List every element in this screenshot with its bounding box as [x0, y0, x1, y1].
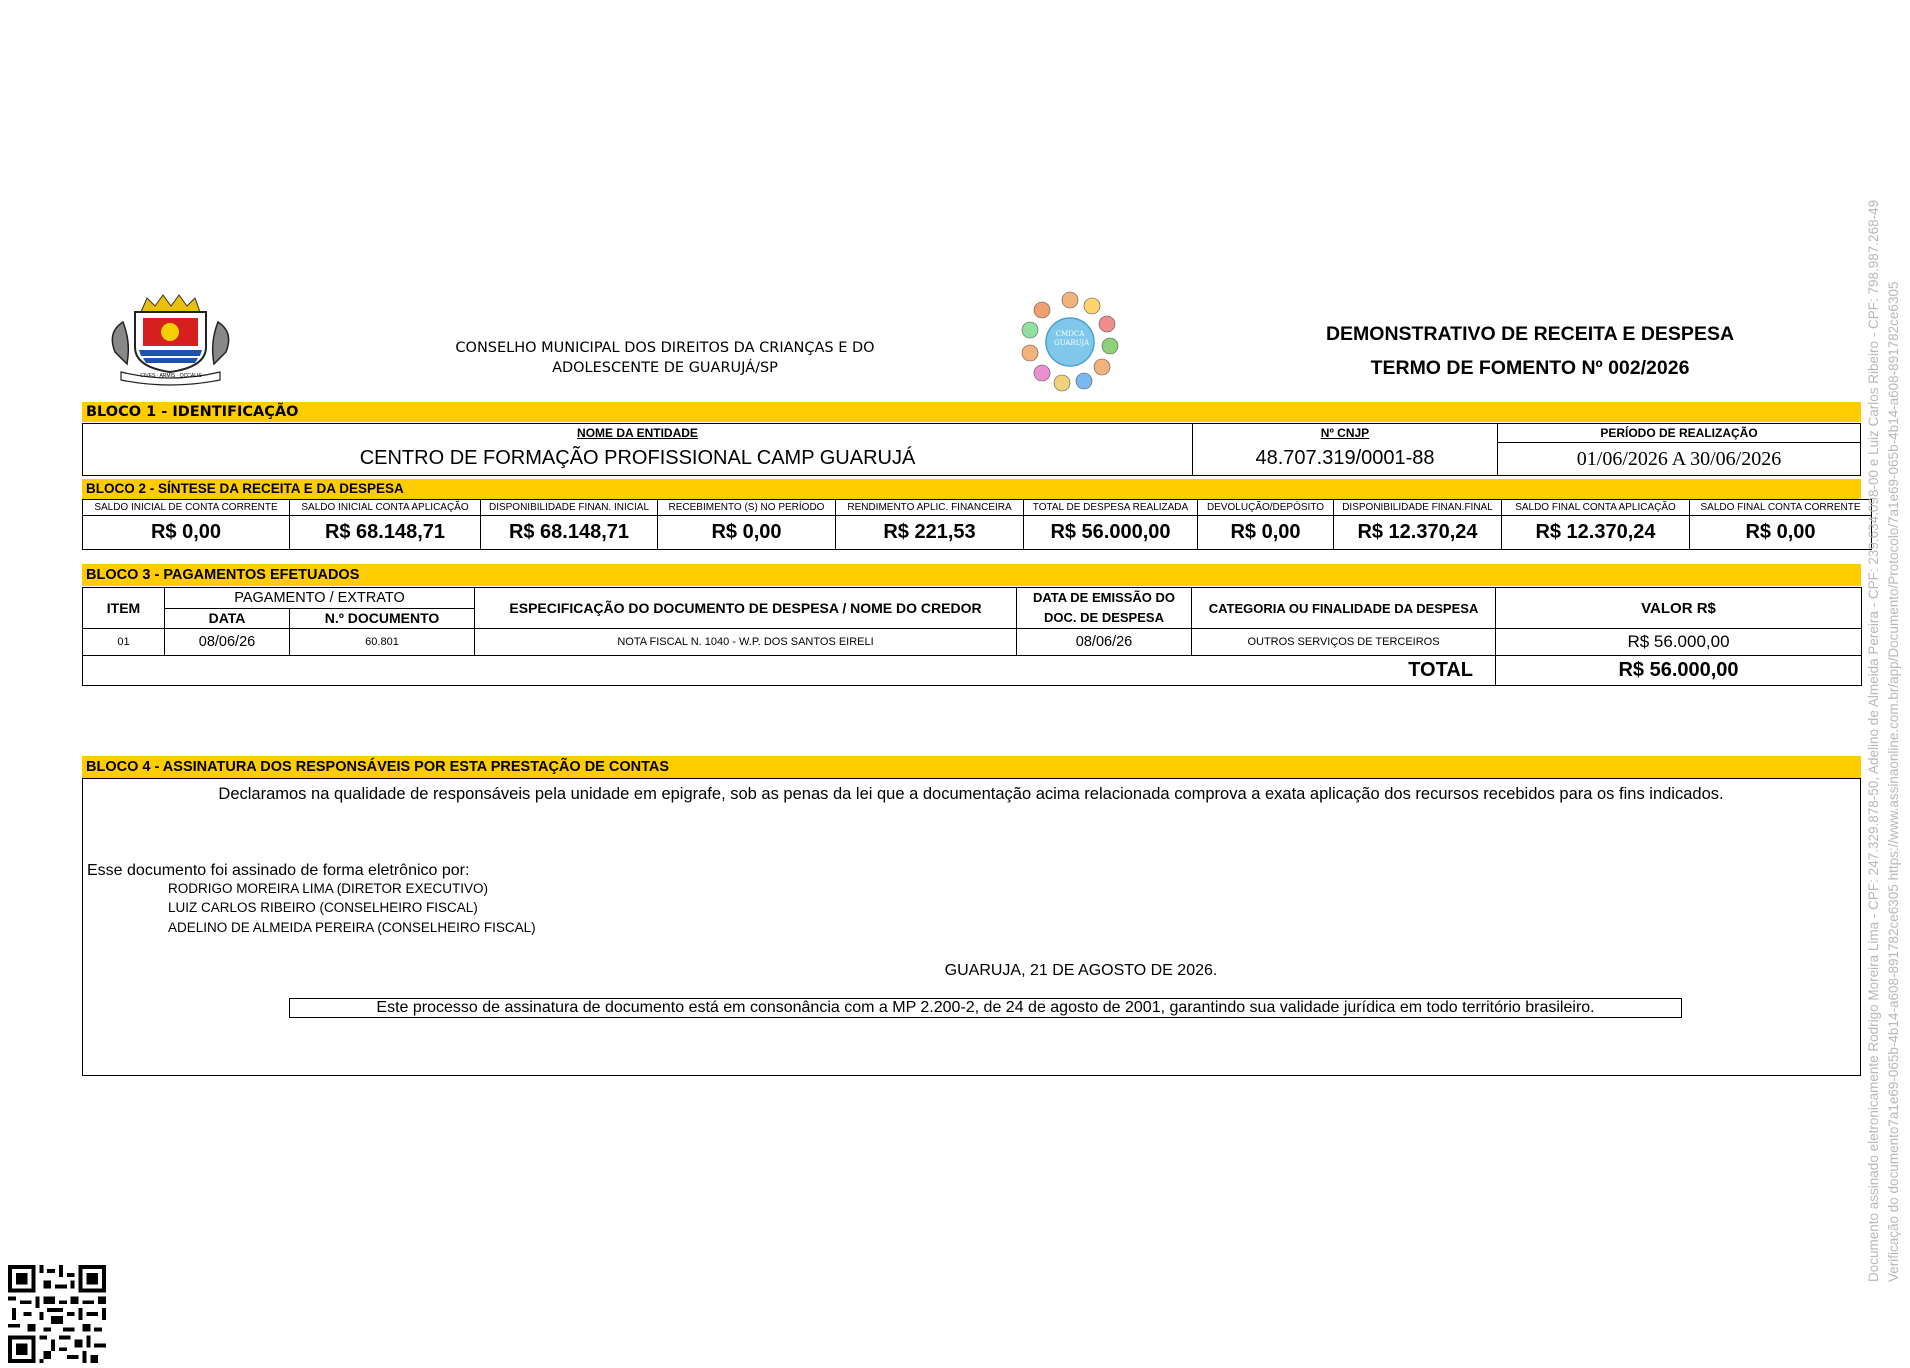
cnpj-value: 48.707.319/0001-88: [1255, 447, 1435, 470]
b3-col-emission-line2: DOC. DE DESPESA: [1044, 610, 1164, 625]
cnpj-label: Nº CNJP: [1320, 426, 1370, 441]
cmdca-logo-text: CMDCA GUARUJÁ: [1054, 330, 1090, 347]
b3-col-item: ITEM: [83, 588, 165, 629]
entity-label: NOME DA ENTIDADE: [577, 426, 698, 441]
cnpj-value-cell: [1193, 443, 1498, 476]
b3-row-emission: 08/06/26: [1017, 629, 1192, 656]
period-value-cell: [1498, 443, 1861, 476]
b3-row-spec: NOTA FISCAL N. 1040 - W.P. DOS SANTOS EIRELI: [475, 629, 1017, 656]
b2-value-4: R$ 221,53: [836, 516, 1024, 550]
b2-value-3: R$ 0,00: [658, 516, 836, 550]
period-value: 01/06/2026 A 30/06/2026: [1576, 447, 1782, 470]
b2-value-1: R$ 68.148,71: [290, 516, 481, 550]
side-stamp-line1: Documento assinado eletronicamente Rodrigo Moreira Lima - CPF: 247.329.878-50, Adelino de Almeida Pereira - CPF: 239.634.098-00 e Luiz Carlos Ribeiro - CPF: 798.987.268-49: [1866, 199, 1881, 1282]
b2-label-2: DISPONIBILIDADE FINAN. INICIAL: [481, 500, 658, 516]
b2-value-7: R$ 12.370,24: [1334, 516, 1502, 550]
b2-label-9: SALDO FINAL CONTA CORRENTE: [1690, 500, 1872, 516]
b3-col-docnum: N.º DOCUMENTO: [290, 608, 475, 629]
b2-label-1: SALDO INICIAL CONTA APLICAÇÃO: [290, 500, 481, 516]
legal-note-text: Este processo de assinatura de documento está em consonância com a MP 2.200-2, de 24 de agosto de 2001, garantindo sua validade jurídica em todo território brasileiro.: [376, 999, 1595, 1016]
b2-label-8: SALDO FINAL CONTA APLICAÇÃO: [1502, 500, 1690, 516]
legal-note: [289, 998, 1682, 1018]
block1-title: BLOCO 1 - IDENTIFICAÇÃO: [82, 402, 1861, 422]
b2-value-0: R$ 0,00: [83, 516, 290, 550]
b2-label-7: DISPONIBILIDADE FINAN.FINAL: [1334, 500, 1502, 516]
b2-value-8: R$ 12.370,24: [1502, 516, 1690, 550]
b2-label-6: DEVOLUÇÃO/DEPÓSITO: [1198, 500, 1334, 516]
place-date: GUARUJA, 21 DE AGOSTO DE 2026.: [944, 962, 1218, 979]
block1-table: [82, 423, 1861, 476]
b2-label-0: SALDO INICIAL DE CONTA CORRENTE: [83, 500, 290, 516]
b2-label-3: RECEBIMENTO (S) NO PERÍODO: [658, 500, 836, 516]
b2-label-4: RENDIMENTO APLIC. FINANCEIRA: [836, 500, 1024, 516]
signed-intro: Esse documento foi assinado de forma eletrônico por:: [87, 862, 470, 879]
declaration-text: Declaramos na qualidade de responsáveis pela unidade em epigrafe, sob as penas da lei que a documentação acima relacionada comprova a exata aplicação dos recursos recebidos para os fins indicados.: [218, 785, 1724, 803]
b2-label-5: TOTAL DE DESPESA REALIZADA: [1024, 500, 1198, 516]
b2-value-5: R$ 56.000,00: [1024, 516, 1198, 550]
coat-of-arms-logo: [103, 292, 238, 387]
b3-col-category: CATEGORIA OU FINALIDADE DA DESPESA: [1192, 588, 1496, 629]
b2-value-9: R$ 0,00: [1690, 516, 1872, 550]
council-name-line2: ADOLESCENTE DE GUARUJÁ/SP: [552, 360, 778, 376]
council-name: [440, 338, 890, 378]
b3-col-emission: [1017, 588, 1192, 629]
block4-box: [82, 778, 1861, 1076]
qr-code: [8, 1265, 106, 1363]
cnpj-label-cell: [1193, 424, 1498, 443]
b3-col-value: VALOR R$: [1496, 588, 1862, 629]
entity-value-cell: [83, 443, 1193, 476]
table-row: [83, 629, 1862, 656]
block4-title: BLOCO 4 - ASSINATURA DOS RESPONSÁVEIS POR ESTA PRESTAÇÃO DE CONTAS: [82, 756, 1861, 778]
b3-row-docnum: 60.801: [290, 629, 475, 656]
b3-col-date: DATA: [165, 608, 290, 629]
block3-title: BLOCO 3 - PAGAMENTOS EFETUADOS: [82, 564, 1861, 586]
block2-table: [82, 499, 1872, 550]
b3-row-value: R$ 56.000,00: [1496, 629, 1862, 656]
side-stamp-line2: Verificação do documento7a1e69-065b-4b14-a608-891782ce6305 https://www.assinaonline.com.br/app/Documento/Protocolo/7a1e69-065b-4b14-a608-891782ce6305: [1886, 281, 1901, 1282]
b3-col-payment: PAGAMENTO / EXTRATO: [165, 588, 475, 609]
b2-value-2: R$ 68.148,71: [481, 516, 658, 550]
b3-col-spec: ESPECIFICAÇÃO DO DOCUMENTO DE DESPESA / NOME DO CREDOR: [475, 588, 1017, 629]
block3-table: [82, 587, 1862, 686]
period-label-cell: [1498, 424, 1861, 443]
b3-total-label: TOTAL: [83, 656, 1496, 686]
signer-1: RODRIGO MOREIRA LIMA (DIRETOR EXECUTIVO): [168, 881, 489, 896]
b2-value-6: R$ 0,00: [1198, 516, 1334, 550]
b3-col-emission-line1: DATA DE EMISSÃO DO: [1032, 590, 1176, 605]
council-name-line1: CONSELHO MUNICIPAL DOS DIREITOS DA CRIANÇAS E DO: [455, 340, 875, 356]
b3-total-value: R$ 56.000,00: [1496, 656, 1862, 686]
b3-row-date: 08/06/26: [165, 629, 290, 656]
b3-row-item: 01: [83, 629, 165, 656]
coat-motto: CIVES · ARMIS · OCCALIS: [140, 373, 202, 379]
period-label: PERÍODO DE REALIZAÇÃO: [1600, 426, 1758, 440]
signer-2: LUIZ CARLOS RIBEIRO (CONSELHEIRO FISCAL): [168, 900, 478, 915]
b3-row-category: OUTROS SERVIÇOS DE TERCEIROS: [1192, 629, 1496, 656]
cmdca-logo: [1020, 290, 1120, 392]
entity-label-cell: [83, 424, 1193, 443]
signer-3: ADELINO DE ALMEIDA PEREIRA (CONSELHEIRO FISCAL): [168, 920, 536, 935]
doc-title: DEMONSTRATIVO DE RECEITA E DESPESA: [1325, 323, 1735, 345]
doc-subtitle: TERMO DE FOMENTO Nº 002/2026: [1370, 357, 1690, 379]
block2-title: BLOCO 2 - SÍNTESE DA RECEITA E DA DESPESA: [82, 479, 1861, 499]
entity-value: CENTRO DE FORMAÇÃO PROFISSIONAL CAMP GUARUJÁ: [359, 447, 916, 470]
